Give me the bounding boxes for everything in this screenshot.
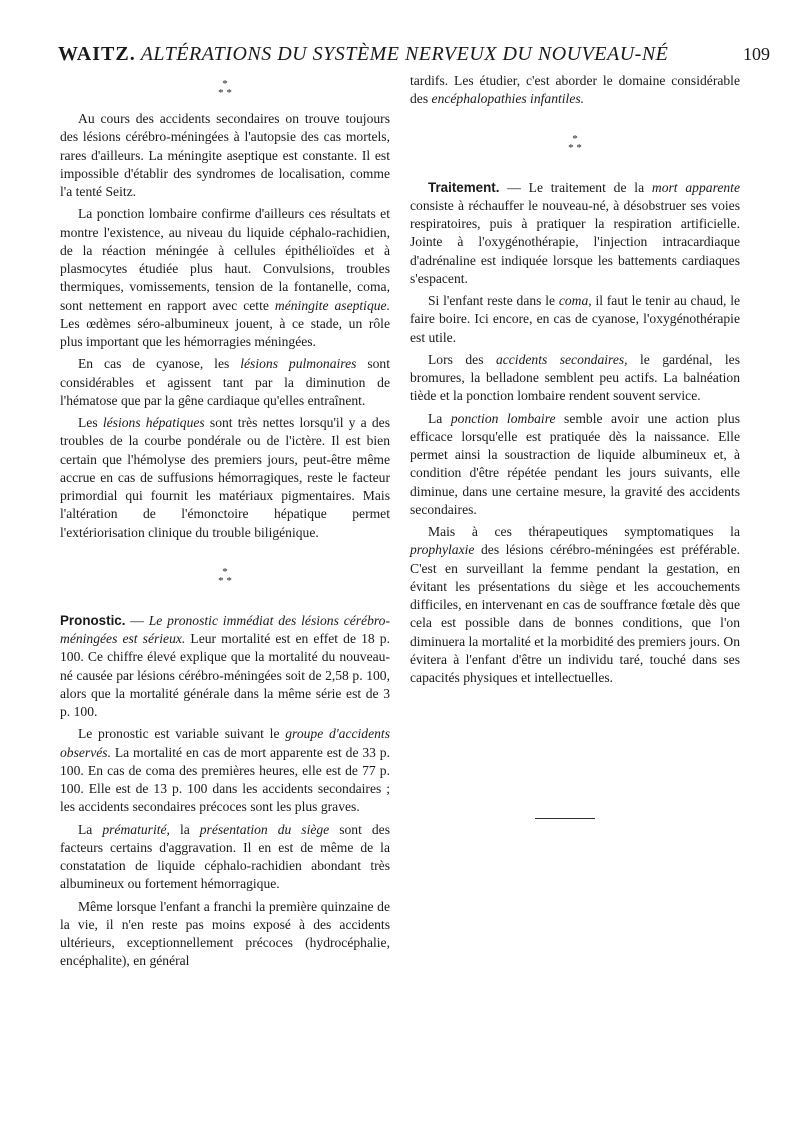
- left-column: [60, 72, 390, 975]
- right-column: [410, 72, 740, 691]
- paragraph: tardifs. Les étudier, c'est aborder le domaine considérable des encéphalopathies infantiles.: [410, 73, 740, 107]
- paragraph: Le pronostic est variable suivant le groupe d'accidents observés. La mortalité en cas de mort apparente est de 33 p. 100. En cas de coma des premières heures, elle est de 77 p. 100. Elle est de 13 p. 100 dans les accidents secondaires ; les accidents secondaires précoces sont les plus graves.: [60, 726, 391, 815]
- paragraph: En cas de cyanose, les lésions pulmonaires sont considérables et agissent tant par la diminution de l'hématose que par la gêne cardiaque qu'elles entraînent.: [60, 356, 390, 408]
- end-rule: [535, 818, 595, 819]
- paragraph: Mais à ces thérapeutiques symptomatiques la prophylaxie des lésions cérébro-méningées est préférable. C'est en surveillant la femme pendant la gestation, en évitant les présentations du siège et les accouchements difficiles, en intervenant en cas de souffrance fœtale dès que cela est possible dans de bonnes conditions, que l'on diminuera la mortalité et la morbidité des premiers jours. On évitera à l'enfant d'être un individu taré, touché dans ses capacités physiques et intellectuelles.: [410, 524, 741, 685]
- paragraph: Au cours des accidents secondaires on trouve toujours des lésions cérébro-méningées à l'autopsie des cas mortels, rares d'ailleurs. La méningite aseptique est constante. Il est impossible d'établir des syndromes de localisation, comme l'a tenté Seitz.: [60, 111, 390, 199]
- paragraph: Même lorsque l'enfant a franchi la première quinzaine de la vie, il n'en reste pas moins exposé à des accidents ultérieurs, exceptionnellement précoces (hydrocéphalie, encéphalite), en général: [60, 898, 390, 969]
- section-separator: * * *: [218, 565, 232, 587]
- running-header: [58, 38, 770, 70]
- section-heading: Traitement.: [428, 179, 500, 195]
- paragraph: Lors des accidents secondaires, le gardénal, les bromures, la belladone semblent peu actifs. La balnéation tiède et la ponction lombaire rendent souvent service.: [410, 351, 740, 404]
- section-heading: Pronostic.: [60, 612, 126, 628]
- page-number: 109: [743, 44, 770, 64]
- paragraph: La ponction lombaire confirme d'ailleurs ces résultats et montre l'existence, au niveau du liquide céphalo-rachidien, de la réaction méningée à cellules épithélioïdes et à plasmocytes étudiée plus haut. Convulsions, troubles thermiques, vomissements, tension de la fontanelle, coma, sont nettement en rapport avec cette méningite aseptique. Les œdèmes séro-albumineux jouent, à ce stade, un rôle plus important que les hémorragies méningées.: [60, 206, 390, 349]
- header-author: WAITZ.: [58, 43, 136, 65]
- paragraph-pronostic: Pronostic. — Le pronostic immédiat des lésions cérébro-méningées est sérieux. Leur mortalité est en effet de 18 p. 100. Ce chiffre élevé explique que la mortalité du nouveau-né causée par lésions cérébro-méningées soit de 2,58 p. 100, alors que la mortalité générale dans la même série est de 3 p. 100.: [60, 612, 391, 719]
- header-title: ALTÉRATIONS DU SYSTÈME NERVEUX DU NOUVEAU-NÉ: [140, 43, 669, 65]
- section-separator: * * *: [218, 78, 232, 99]
- paragraph: La ponction lombaire semble avoir une action plus efficace lorsqu'elle est pratiquée dès la naissance. Elle permet ainsi la soustraction de liquide albumineux et, à condition d'être répétée pendant les jours suivants, elle diminue, dans une certaine mesure, la gravité des accidents secondaires.: [410, 410, 740, 517]
- paragraph: La prématurité, la présentation du siège sont des facteurs certains d'aggravation. Il en est de même de la constatation de liquide céphalo-rachidien abondant très albumineux ou fortement hémorragique.: [60, 821, 390, 892]
- paragraph: Les lésions hépatiques sont très nettes lorsqu'il y a des troubles de la courbe pondérale ou de l'ictère. Il est bien certain que l'hémolyse des premiers jours, peut-être même accrue en cas de suffusions hémorragiques, reste le facteur primordial qui fournit les matériaux pigmentaires. Mais l'altération de l'émonctoire hépatique permet l'extériorisation clinique du trouble biligénique.: [60, 415, 391, 540]
- section-separator: * * *: [568, 132, 582, 154]
- paragraph: Si l'enfant reste dans le coma, il faut le tenir au chaud, le faire boire. Ici encore, en cas de cyanose, l'oxygénothérapie est utile.: [410, 293, 740, 345]
- paragraph-traitement: Traitement. — Le traitement de la mort apparente consiste à réchauffer le nouveau-né, à désobstruer ses voies respiratoires, puis à pratiquer la respiration artificielle. Jointe à l'oxygénothérapie, l'injection intracardiaque d'adrénaline est indiquée lorsque les battements cardiaques s'espacent.: [410, 179, 740, 286]
